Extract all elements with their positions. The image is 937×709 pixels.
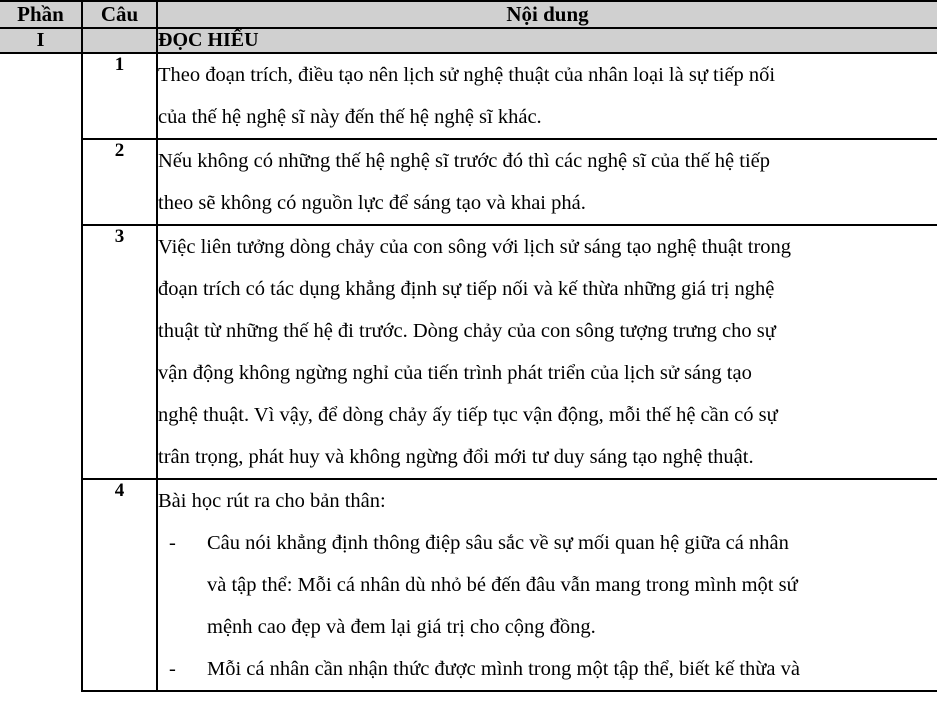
question-number: 3 [82,225,157,479]
question-content [157,53,937,139]
content-line: đoạn trích có tác dụng khẳng định sự tiếp nối và kế thừa những giá trị nghệ [158,278,775,300]
table-row [0,53,937,139]
question-number: 4 [82,479,157,691]
column-header-question: Câu [82,1,157,28]
question-number: 1 [82,53,157,139]
table-row [0,225,937,479]
part-span-cell [0,53,82,691]
column-header-content: Nội dung [157,1,937,28]
table-header-row [0,1,937,28]
table-row [0,479,937,691]
content-line: của thế hệ nghệ sĩ này đến thế hệ nghệ sĩ khác. [158,106,542,128]
question-content [157,139,937,225]
content-line: nghệ thuật. Vì vậy, để dòng chảy ấy tiếp tục vận động, mỗi thế hệ cần có sự [158,404,778,426]
bullet-dash-icon: - [169,532,176,554]
bullet-list [158,522,937,690]
content-intro-line: Bài học rút ra cho bản thân: [158,490,386,512]
table-row [0,139,937,225]
question-number: 2 [82,139,157,225]
content-line: Theo đoạn trích, điều tạo nên lịch sử nghệ thuật của nhân loại là sự tiếp nối [158,64,776,86]
question-content [157,479,937,691]
content-line: Câu nói khẳng định thông điệp sâu sắc về sự mối quan hệ giữa cá nhân [207,532,789,554]
content-line: vận động không ngừng nghỉ của tiến trình phát triển của lịch sử sáng tạo [158,362,752,384]
bullet-dash-icon: - [169,658,176,680]
list-item [158,522,937,648]
question-content [157,225,937,479]
section-part-number: I [0,28,82,53]
content-line: theo sẽ không có nguồn lực để sáng tạo và khai phá. [158,192,586,214]
content-line: và tập thể: Mỗi cá nhân dù nhỏ bé đến đâu vẫn mang trong mình một sứ [207,574,798,596]
content-line: thuật từ những thế hệ đi trước. Dòng chảy của con sông tượng trưng cho sự [158,320,776,342]
list-item [158,648,937,690]
content-line: mệnh cao đẹp và đem lại giá trị cho cộng đồng. [207,616,596,638]
content-line: Mỗi cá nhân cần nhận thức được mình trong một tập thể, biết kế thừa và [207,658,800,680]
content-line: trân trọng, phát huy và không ngừng đổi mới tư duy sáng tạo nghệ thuật. [158,446,754,468]
content-line: Việc liên tưởng dòng chảy của con sông với lịch sử sáng tạo nghệ thuật trong [158,236,792,258]
section-title: ĐỌC HIỂU [157,28,937,53]
content-line: Nếu không có những thế hệ nghệ sĩ trước đó thì các nghệ sĩ của thế hệ tiếp [158,150,771,172]
section-row-doc-hieu [0,28,937,53]
column-header-part: Phần [0,1,82,28]
section-question-blank [82,28,157,53]
